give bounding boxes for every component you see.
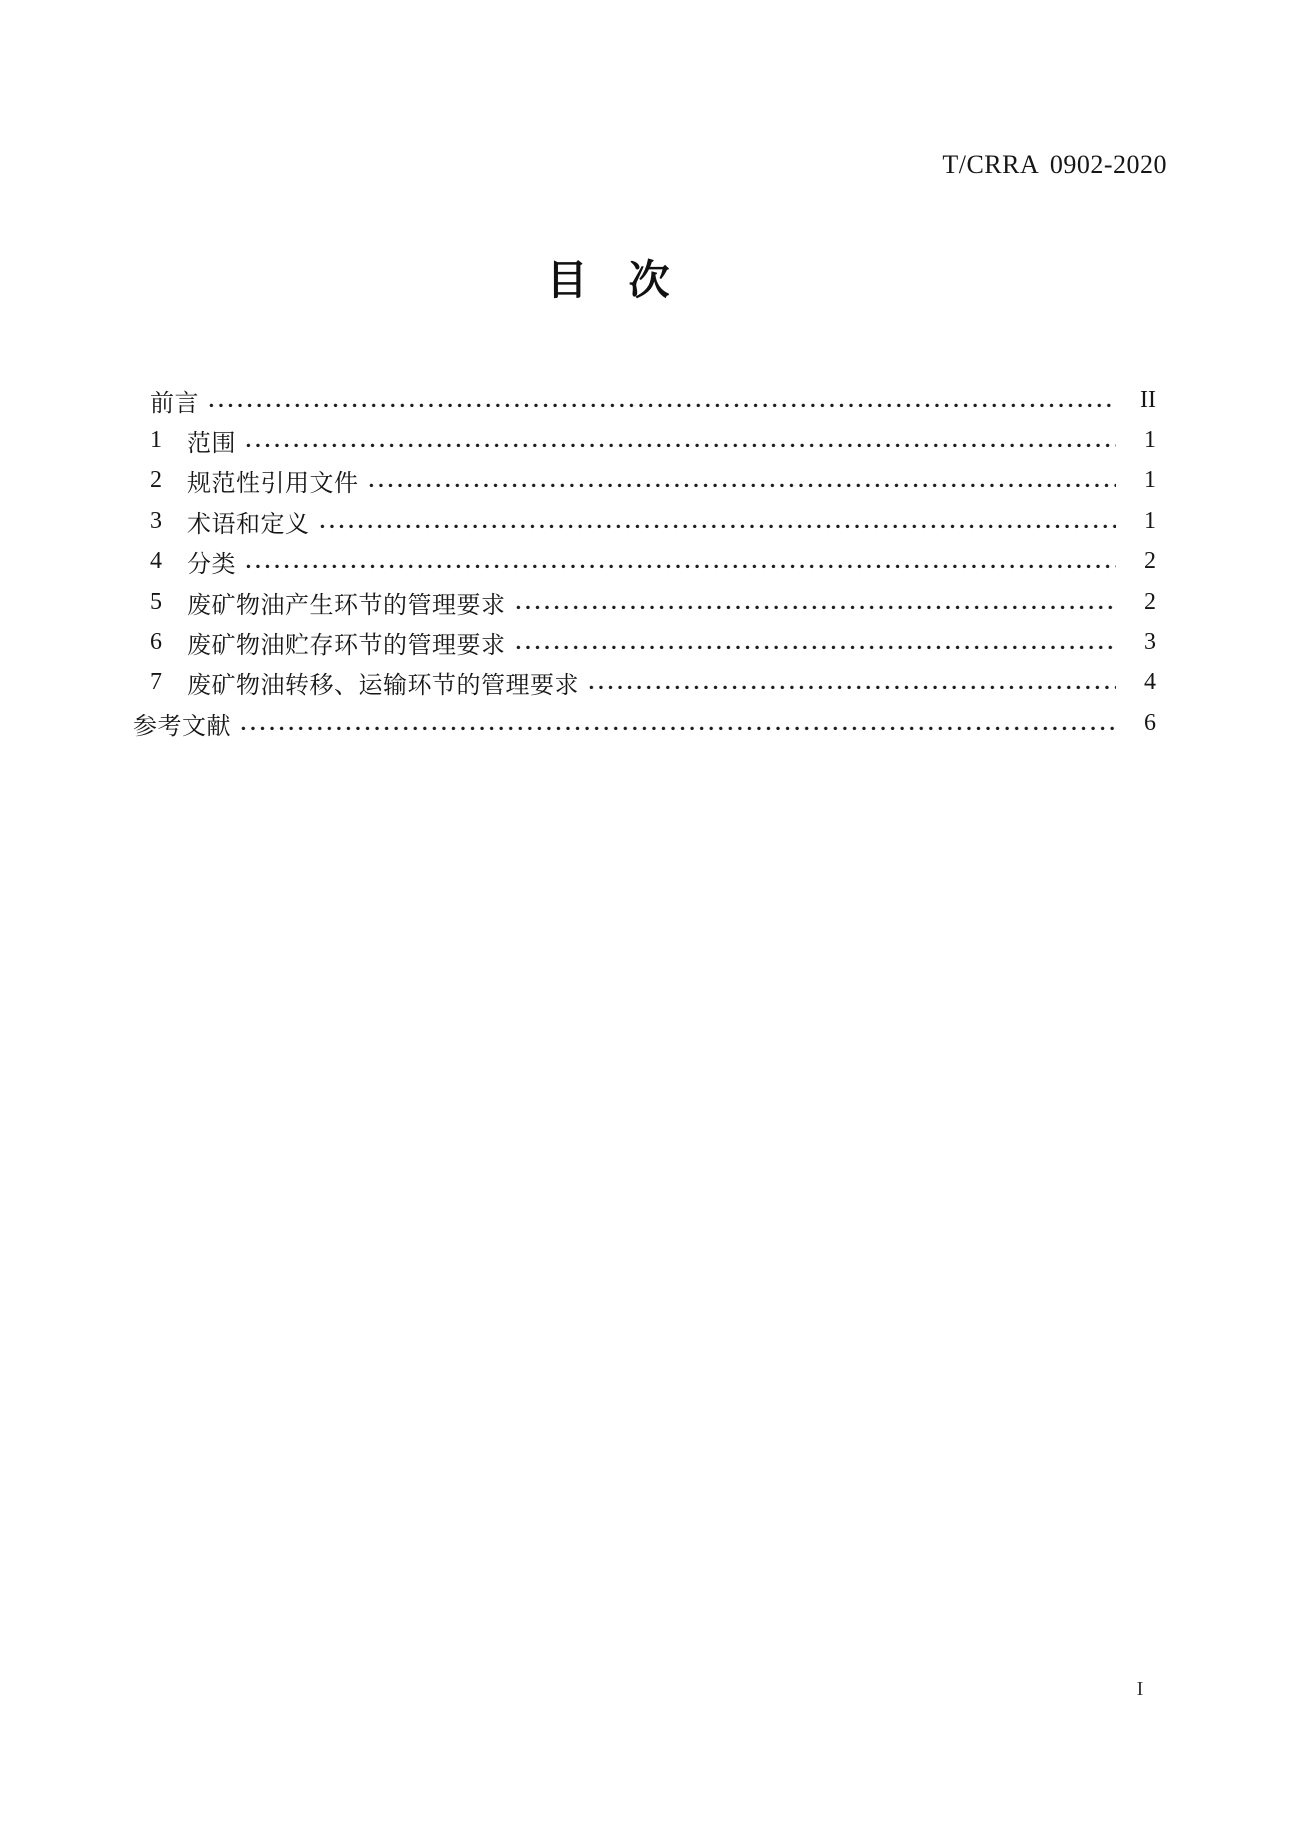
toc-entry[interactable] bbox=[133, 703, 1156, 743]
toc-entry-number: 4 bbox=[150, 548, 162, 575]
toc-entry-number: 1 bbox=[150, 427, 162, 454]
toc-entry-page: 1 bbox=[1144, 427, 1156, 454]
toc-entry-page: 4 bbox=[1144, 669, 1156, 696]
toc-entry-page: 1 bbox=[1144, 467, 1156, 494]
document-code: T/CRRA 0902-2020 bbox=[942, 150, 1167, 179]
page-title bbox=[0, 256, 1290, 305]
toc-entry-label: 分类 bbox=[187, 552, 236, 579]
toc-entry-label: 废矿物油贮存环节的管理要求 bbox=[187, 633, 506, 660]
toc-entry-label: 废矿物油产生环节的管理要求 bbox=[187, 592, 506, 619]
toc-entry-label: 范围 bbox=[187, 431, 236, 458]
toc-entry-label: 废矿物油转移、运输环节的管理要求 bbox=[187, 673, 579, 700]
toc-entry-label: 术语和定义 bbox=[187, 511, 310, 538]
toc-leader-dots bbox=[241, 726, 1116, 731]
toc-leader-dots bbox=[589, 685, 1116, 690]
toc-entry-number: 7 bbox=[150, 669, 162, 696]
toc-entry-number: 6 bbox=[150, 629, 162, 656]
toc-entry-page: 1 bbox=[1144, 507, 1156, 534]
toc-entry[interactable] bbox=[133, 622, 1156, 662]
toc-entry-page: II bbox=[1140, 386, 1156, 413]
toc-leader-dots bbox=[209, 403, 1116, 408]
toc-entry[interactable] bbox=[133, 501, 1156, 541]
toc-entry-label: 前言 bbox=[150, 390, 199, 417]
toc-entry-label: 参考文献 bbox=[133, 713, 231, 740]
toc-entry-page: 2 bbox=[1144, 548, 1156, 575]
toc-entry[interactable] bbox=[133, 380, 1156, 420]
toc-entry[interactable] bbox=[133, 582, 1156, 622]
toc-leader-dots bbox=[516, 645, 1117, 650]
toc-leader-dots bbox=[246, 564, 1116, 569]
toc-leader-dots bbox=[320, 524, 1117, 529]
table-of-contents bbox=[133, 380, 1156, 744]
page-title-text: 目 次 bbox=[546, 257, 670, 303]
toc-leader-dots bbox=[246, 443, 1116, 448]
toc-entry-page: 6 bbox=[1144, 709, 1156, 736]
toc-entry[interactable] bbox=[133, 542, 1156, 582]
toc-leader-dots bbox=[369, 483, 1117, 488]
toc-leader-dots bbox=[516, 605, 1117, 610]
toc-entry[interactable] bbox=[133, 663, 1156, 703]
toc-entry-number: 5 bbox=[150, 588, 162, 615]
toc-entry-page: 3 bbox=[1144, 629, 1156, 656]
toc-entry-number: 2 bbox=[150, 467, 162, 494]
toc-entry-page: 2 bbox=[1144, 588, 1156, 615]
toc-entry-label: 规范性引用文件 bbox=[187, 471, 359, 498]
toc-entry[interactable] bbox=[133, 420, 1156, 460]
footer-page-number: I bbox=[1136, 1678, 1144, 1700]
toc-entry-number: 3 bbox=[150, 507, 162, 534]
toc-entry[interactable] bbox=[133, 461, 1156, 501]
